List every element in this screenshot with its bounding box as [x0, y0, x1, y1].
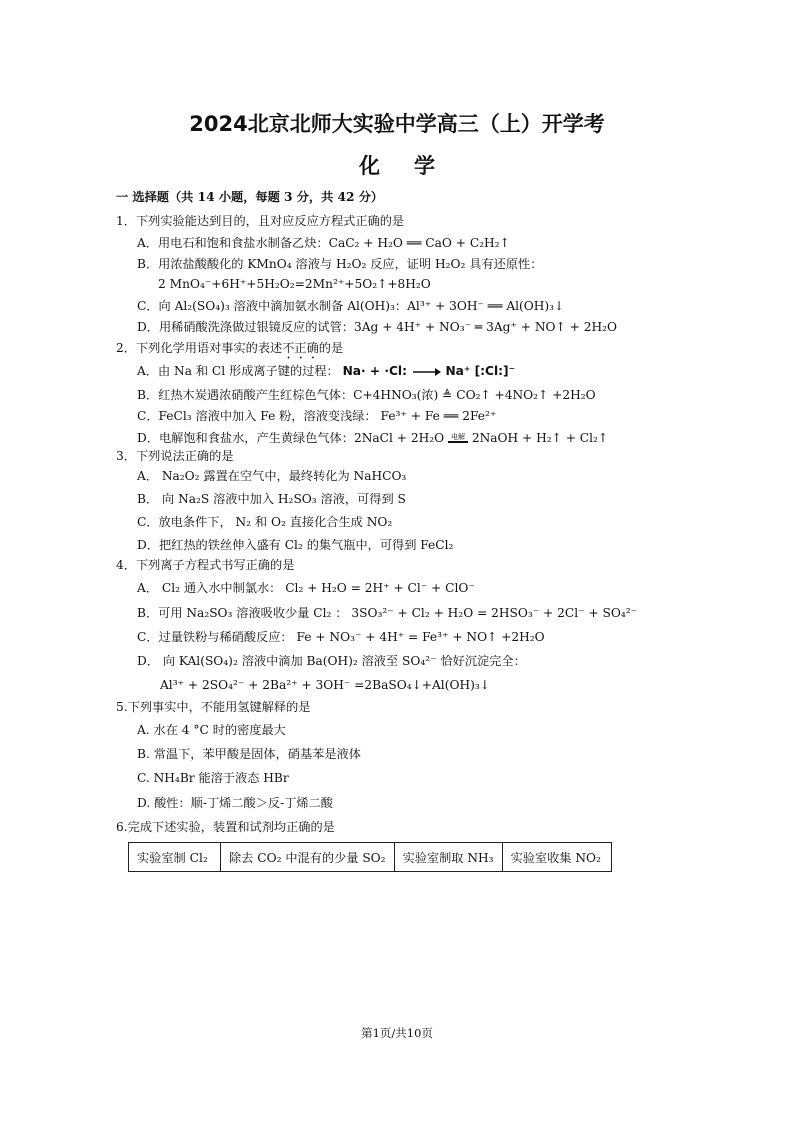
- q2-option-b: B．红热木炭遇浓硝酸产生红棕色气体：C+4HNO₃(浓) ≜ CO₂↑ +4NO₂↑ +2H₂O: [137, 388, 596, 402]
- q3-option-d: D．把红热的铁丝伸入盛有 Cl₂ 的集气瓶中，可得到 FeCl₂: [137, 538, 454, 552]
- table-cell: 除去 CO₂ 中混有的少量 SO₂: [221, 843, 395, 872]
- q1-option-a: A．用电石和饱和食盐水制备乙炔：CaC₂ + H₂O ══ CaO + C₂H₂↑: [137, 236, 510, 250]
- q5-stem: 5.下列事实中，不能用氢键解释的是: [116, 700, 311, 714]
- q5-option-d: D. 酸性：顺-丁烯二酸＞反-丁烯二酸: [137, 796, 333, 810]
- q1-option-d: D．用稀硝酸洗涤做过银镜反应的试管：3Ag + 4H⁺ + NO₃⁻ ═ 3Ag⁺ + NO↑ + 2H₂O: [137, 320, 617, 334]
- q5-option-c: C. NH₄Br 能溶于液态 HBr: [137, 771, 289, 785]
- q2-stem: [116, 340, 343, 362]
- q2-option-d-post: 2NaOH + H₂↑ + Cl₂↑: [467, 431, 609, 445]
- q4-option-b: B．可用 Na₂SO₃ 溶液吸收少量 Cl₂ ： 3SO₃²⁻ + Cl₂ + H₂O = 2HSO₃⁻ + 2Cl⁻ + SO₄²⁻: [137, 606, 638, 620]
- page-title: 2024北京北师大实验中学高三（上）开学考: [189, 112, 605, 136]
- q3-option-c: C．放电条件下， N₂ 和 O₂ 直接化合生成 NO₂: [137, 515, 393, 529]
- table-row: [129, 843, 612, 872]
- lewis-left: Na· + ·Cl:: [342, 364, 407, 378]
- q3-option-a: A． Na₂O₂ 露置在空气中，最终转化为 NaHCO₃: [137, 469, 407, 483]
- q2-option-d-pre: D．电解饱和食盐水，产生黄绿色气体：2NaCl + 2H₂O: [137, 431, 448, 445]
- q2-stem-pre: 2．下列化学用语对事实的表述: [116, 341, 283, 355]
- q3-stem: 3．下列说法正确的是: [116, 449, 234, 463]
- q4-option-a: A． Cl₂ 通入水中制氯水： Cl₂ + H₂O = 2H⁺ + Cl⁻ + ClO⁻: [137, 581, 475, 595]
- q6-options-table: [128, 842, 612, 872]
- electrolysis-condition: 电解: [448, 434, 468, 443]
- q5-option-b: B. 常温下，苯甲酸是固体，硝基苯是液体: [137, 747, 361, 761]
- arrow-icon: [411, 366, 441, 378]
- q4-option-c: C．过量铁粉与稀硝酸反应： Fe + NO₃⁻ + 4H⁺ = Fe³⁺ + NO↑ +2H₂O: [137, 630, 545, 644]
- q2-stem-post: 的是: [318, 341, 344, 355]
- q2-option-d: [137, 430, 608, 446]
- q2-option-a: [137, 363, 515, 379]
- table-cell: 实验室制取 NH₃: [394, 843, 502, 872]
- section-heading: 一 选择题（共 14 小题，每题 3 分，共 42 分）: [116, 190, 384, 204]
- q2-option-c: C．FeCl₃ 溶液中加入 Fe 粉，溶液变浅绿： Fe³⁺ + Fe ══ 2Fe²⁺: [137, 409, 497, 423]
- lewis-right: Na⁺ [:Cl:]⁻: [445, 364, 516, 378]
- table-cell: 实验室收集 NO₂: [502, 843, 611, 872]
- q5-option-a: A. 水在 4 °C 时的密度最大: [137, 723, 286, 737]
- q1-stem: 1．下列实验能达到目的，且对应反应方程式正确的是: [116, 214, 405, 228]
- q3-option-b: B． 向 Na₂S 溶液中加入 H₂SO₃ 溶液，可得到 S: [137, 492, 406, 506]
- q4-option-d-equation: Al³⁺ + 2SO₄²⁻ + 2Ba²⁺ + 3OH⁻ =2BaSO₄↓+Al(OH)₃↓: [160, 678, 490, 692]
- page-number: 第1页/共10页: [361, 1026, 433, 1040]
- q2-stem-emphasis: 不正确: [282, 341, 319, 355]
- q1-option-b-equation: 2 MnO₄⁻+6H⁺+5H₂O₂=2Mn²⁺+5O₂↑+8H₂O: [158, 277, 431, 291]
- q1-option-c: C．向 Al₂(SO₄)₃ 溶液中滴加氨水制备 Al(OH)₃：Al³⁺ + 3OH⁻ ══ Al(OH)₃↓: [137, 299, 565, 313]
- q4-option-d: D． 向 KAl(SO₄)₂ 溶液中滴加 Ba(OH)₂ 溶液至 SO₄²⁻ 恰好沉淀完全：: [137, 654, 526, 668]
- ionic-bond-diagram: [343, 364, 515, 378]
- q1-option-b: B．用浓盐酸酸化的 KMnO₄ 溶液与 H₂O₂ 反应，证明 H₂O₂ 具有还原性：: [137, 257, 543, 271]
- q6-stem: 6.完成下述实验，装置和试剂均正确的是: [116, 820, 335, 834]
- q2-option-a-label: A．由 Na 和 Cl 形成离子键的过程：: [137, 364, 339, 378]
- q4-stem: 4．下列离子方程式书写正确的是: [116, 558, 295, 572]
- table-cell: 实验室制 Cl₂: [129, 843, 221, 872]
- subject-title: 化学: [359, 154, 469, 178]
